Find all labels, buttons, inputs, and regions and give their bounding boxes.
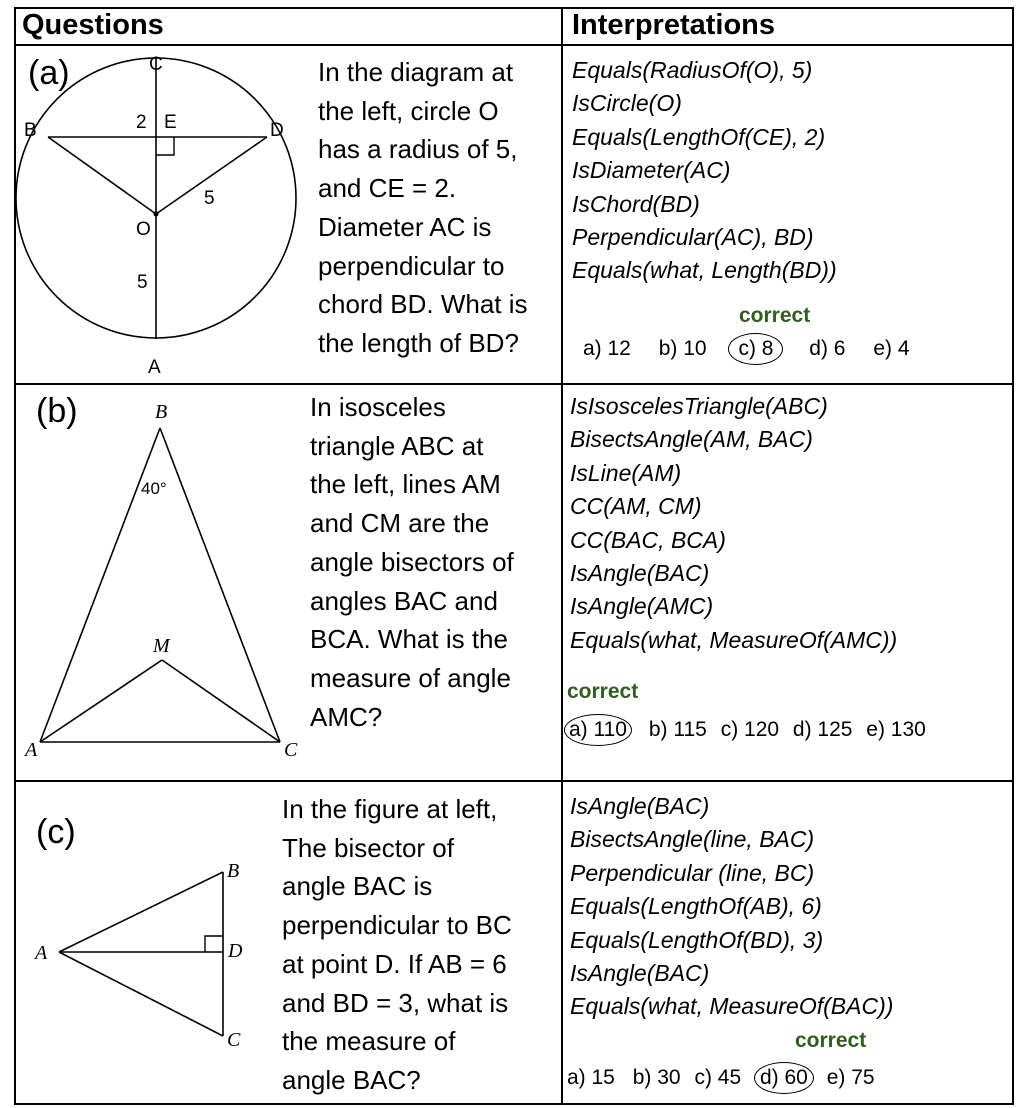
question-line: measure of angle [310,662,511,693]
answer-option: a) 15 [567,1066,615,1089]
interpretation-line: IsLine(AM) [570,459,682,486]
question-line: the measure of [282,1026,456,1057]
question-line: and CM are the [310,508,490,539]
interpretation-line: Perpendicular(AC), BD) [572,224,814,251]
label-a: A [25,739,38,761]
bisector-am [40,660,162,742]
question-line: and CE = 2. [318,173,457,204]
side-ac [59,952,223,1036]
label-oa: 5 [137,272,148,293]
answer-option: e) 4 [873,337,910,360]
question-line: BCA. What is the [310,624,508,655]
question-line: angles BAC and [310,585,498,616]
problem-a-answers [577,333,916,365]
interpretation-line: Equals(RadiusOf(O), 5) [572,57,813,83]
circle-diagram [16,58,296,339]
interpretation-line: BisectsAngle(AM, BAC) [570,426,813,453]
interpretation-line: IsCircle(O) [572,90,682,117]
answer-option: d) 6 [809,337,846,360]
label-b: B [24,120,37,141]
interpretation-line: Equals(what, Length(BD)) [572,257,837,284]
label-e: E [164,112,177,133]
triangle-bisector-diagram [59,872,223,1036]
problem-a-correct-label: correct [739,304,811,327]
question-line: angle bisectors of [310,546,514,577]
right-angle-mark [205,936,223,952]
problem-c-label: (c) [36,813,76,851]
problem-c-question [282,790,512,1100]
label-m: M [153,635,170,657]
interpretation-line: IsDiameter(AC) [572,157,731,184]
answer-option-correct: d) 60 [754,1062,814,1094]
problem-c-answers [564,1062,878,1094]
side-ab [40,428,160,742]
answer-option: b) 115 [648,718,707,741]
problem-c-interpretations [570,790,893,1024]
segment-ob [48,137,156,214]
label-d: D [228,940,243,962]
question-line: the left, lines AM [310,469,501,500]
label-o: O [136,219,151,240]
answer-option-correct: c) 8 [728,333,783,365]
answer-option: b) 30 [632,1066,681,1089]
label-b: B [227,860,240,882]
question-line: the length of BD? [318,327,519,358]
question-line: angle BAC? [282,1064,421,1095]
problem-c-correct-label: correct [795,1029,867,1052]
question-line: triangle ABC at [310,430,484,461]
problem-b-question [310,388,514,736]
question-line: angle BAC is [282,871,433,902]
question-line: AMC? [310,701,383,732]
right-angle-mark [156,137,174,155]
interpretation-line: CC(AM, CM) [570,493,702,520]
label-d: D [270,120,284,141]
answer-option: c) 45 [694,1066,742,1089]
label-ce: 2 [136,112,147,133]
question-line: chord BD. What is [318,289,528,320]
question-line: perpendicular to BC [282,910,512,941]
problem-b-correct-label: correct [567,680,639,703]
answer-option: b) 10 [658,337,707,360]
problem-b-label: (b) [36,392,78,430]
interpretation-line: Equals(LengthOf(AB), 6) [570,893,822,920]
label-a: A [35,942,48,964]
question-line: In isosceles [310,392,446,422]
label-b: B [155,401,168,423]
interpretation-line: IsAngle(BAC) [570,960,710,987]
problem-a-figure [15,48,315,382]
answer-option-correct: a) 110 [564,714,632,746]
interpretation-line: Equals(what, MeasureOf(AMC)) [570,626,898,653]
questions-header: Questions [22,9,164,41]
question-line: the left, circle O [318,95,499,126]
problem-c-figure [15,855,280,1055]
question-line: Diameter AC is [318,211,492,242]
side-ab [59,872,223,952]
interpretation-line: IsChord(BD) [572,190,700,217]
label-c: C [149,54,163,75]
center-o [154,212,159,217]
interpretation-line: Equals(what, MeasureOf(BAC)) [570,993,894,1020]
label-a: A [148,357,161,378]
question-line: and BD = 3, what is [282,987,509,1018]
problem-b-interpretations [570,390,897,657]
interpretation-line: CC(BAC, BCA) [570,526,726,553]
label-c: C [227,1029,241,1051]
answer-option: e) 75 [826,1066,875,1089]
question-line: In the figure at left, [282,794,498,824]
interpretation-line: IsAngle(BAC) [570,793,710,819]
interpretation-line: Equals(LengthOf(BD), 3) [570,926,824,953]
interpretations-header: Interpretations [572,9,776,41]
interpretation-line: BisectsAngle(line, BAC) [570,826,815,853]
problem-b-answers [564,714,929,746]
question-line: at point D. If AB = 6 [282,948,507,979]
question-line: In the diagram at [318,57,514,87]
problem-a-interpretations [572,54,837,288]
problem-a-label: (a) [28,54,70,92]
interpretation-line: Equals(LengthOf(CE), 2) [572,123,826,150]
bisector-cm [162,660,280,742]
question-line: perpendicular to [318,250,505,281]
interpretation-line: Perpendicular (line, BC) [570,859,815,886]
answer-option: d) 125 [792,718,853,741]
question-line: has a radius of 5, [318,134,518,165]
side-bc [160,428,280,742]
interpretation-line: IsAngle(AMC) [570,593,714,620]
isosceles-triangle-diagram [40,428,280,742]
answer-option: c) 120 [720,718,780,741]
problem-b-figure [15,390,305,778]
answer-option: a) 12 [583,337,631,360]
label-angle-40: 40° [141,479,167,498]
answer-option: e) 130 [866,718,926,741]
question-line: The bisector of [282,832,454,863]
problem-a-question [318,53,528,363]
label-c: C [284,739,298,761]
interpretation-line: IsAngle(BAC) [570,560,710,587]
label-od: 5 [204,188,215,209]
interpretation-line: IsIsoscelesTriangle(ABC) [570,393,828,419]
